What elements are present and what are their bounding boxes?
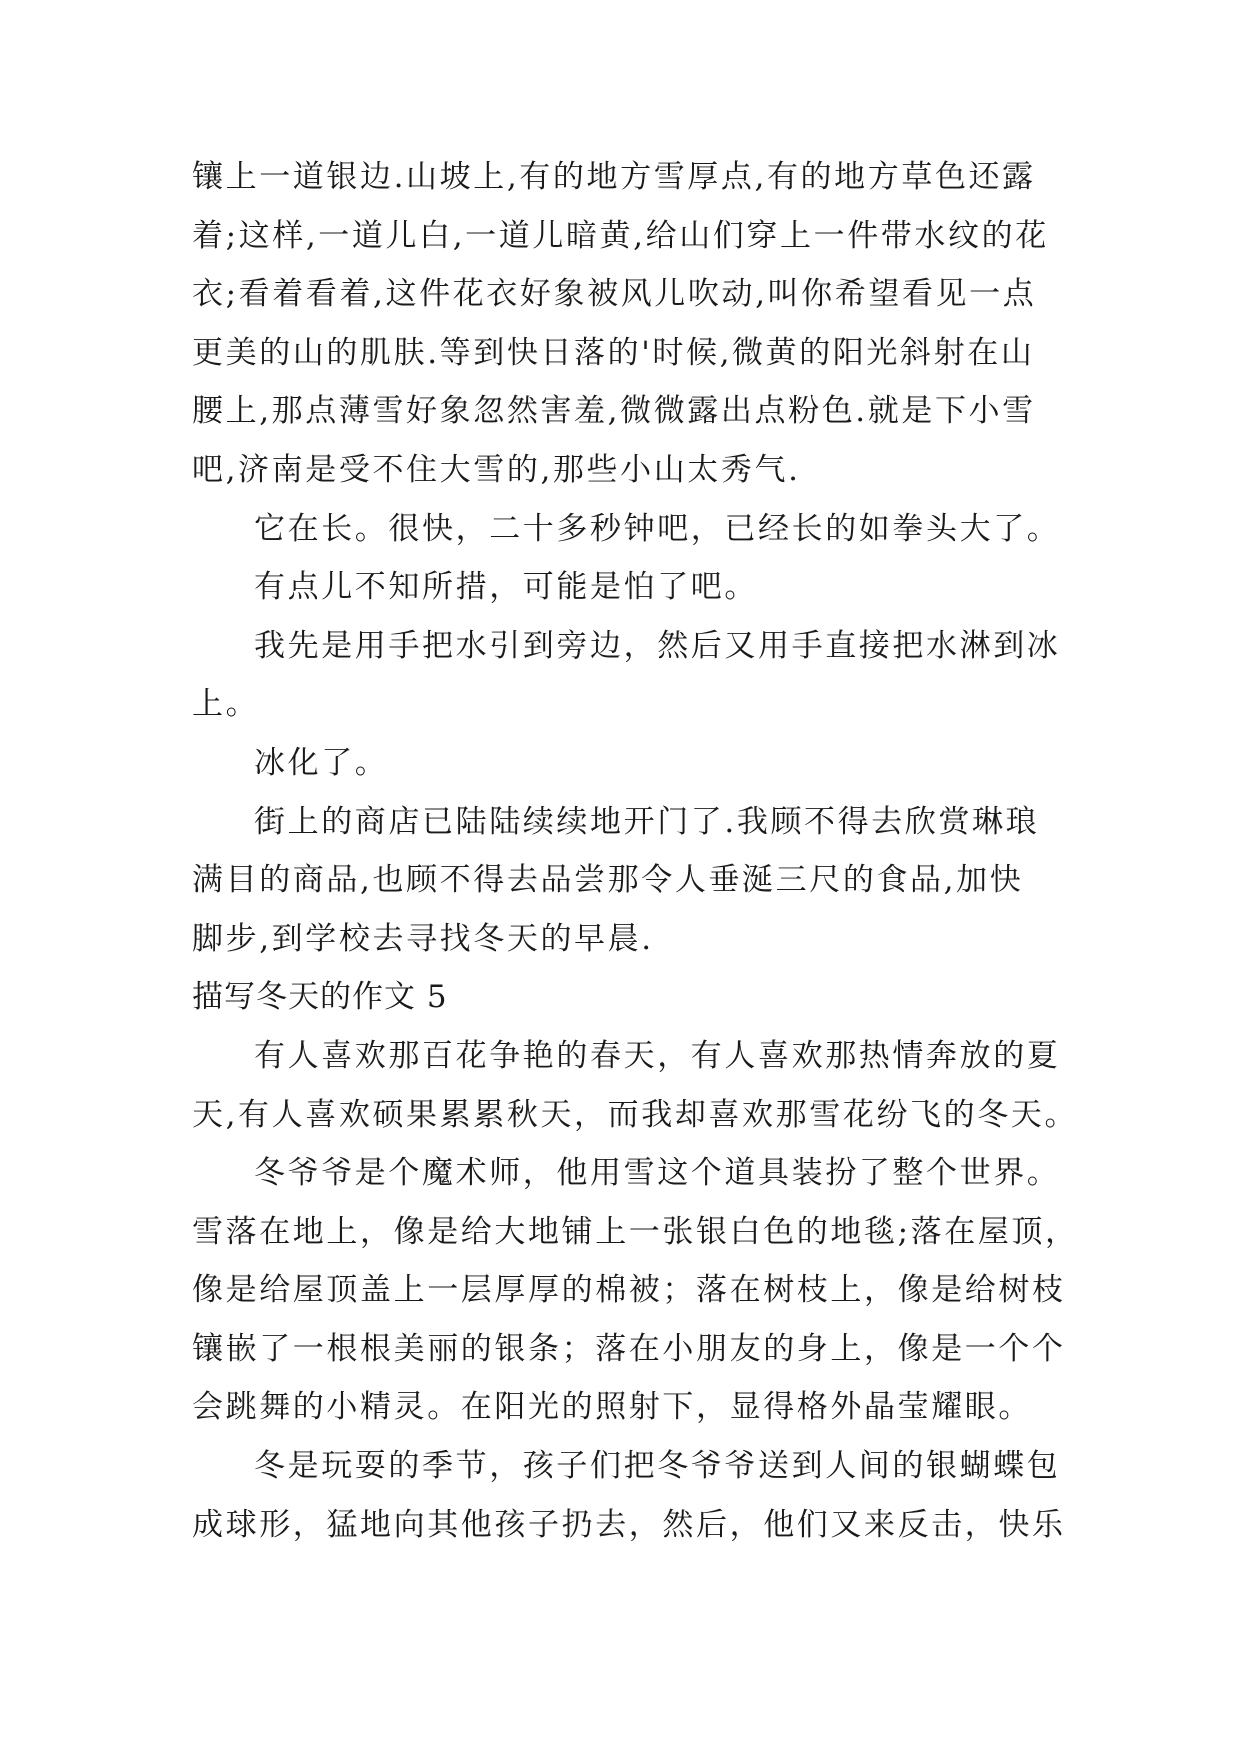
section-heading: 描写冬天的作文 5 bbox=[192, 979, 448, 1016]
text-line: 更美的山的肌肤.等到快日落的'时候,微黄的阳光斜射在山 bbox=[192, 334, 1035, 371]
text-line: 镶嵌了一根根美丽的银条；落在小朋友的身上，像是一个个 bbox=[192, 1330, 1066, 1367]
text-line: 腰上,那点薄雪好象忽然害羞,微微露出点粉色.就是下小雪 bbox=[192, 393, 1036, 430]
text-line: 像是给屋顶盖上一层厚厚的棉被；落在树枝上，像是给树枝 bbox=[192, 1272, 1066, 1309]
text-line: 冬是玩耍的季节，孩子们把冬爷爷送到人间的银蝴蝶包 bbox=[254, 1448, 1061, 1485]
text-line: 会跳舞的小精灵。在阳光的照射下，显得格外晶莹耀眼。 bbox=[192, 1389, 1032, 1426]
text-line: 有人喜欢那百花争艳的春天，有人喜欢那热情奔放的夏 bbox=[254, 1037, 1061, 1074]
text-line: 脚步,到学校去寻找冬天的早晨. bbox=[192, 920, 654, 957]
text-line: 街上的商店已陆陆续续地开门了.我顾不得去欣赏琳琅 bbox=[254, 803, 1040, 840]
text-line: 天,有人喜欢硕果累累秋天，而我却喜欢那雪花纷飞的冬天。 bbox=[192, 1096, 1079, 1133]
text-line: 我先是用手把水引到旁边，然后又用手直接把水淋到冰 bbox=[254, 627, 1061, 664]
text-line: 冰化了。 bbox=[254, 744, 389, 781]
text-line: 它在长。很快，二十多秒钟吧，已经长的如拳头大了。 bbox=[254, 510, 1061, 547]
text-line: 衣;看着看着,这件花衣好象被风儿吹动,叫你希望看见一点 bbox=[192, 276, 1037, 313]
text-line: 有点儿不知所措，可能是怕了吧。 bbox=[254, 569, 758, 606]
text-line: 镶上一道银边.山坡上,有的地方雪厚点,有的地方草色还露 bbox=[192, 159, 1036, 195]
text-line: 着;这样,一道儿白,一道儿暗黄,给山们穿上一件带水纹的花 bbox=[192, 217, 1049, 254]
text-line: 满目的商品,也顾不得去品尝那令人垂涎三尺的食品,加快 bbox=[192, 862, 1024, 899]
text-line: 成球形，猛地向其他孩子扔去，然后，他们又来反击，快乐 bbox=[192, 1506, 1066, 1543]
text-line: 冬爷爷是个魔术师，他用雪这个道具装扮了整个世界。 bbox=[254, 1155, 1061, 1192]
body-text bbox=[192, 148, 1079, 1554]
text-line: 雪落在地上，像是给大地铺上一张银白色的地毯;落在屋顶， bbox=[192, 1213, 1079, 1250]
text-line: 上。 bbox=[192, 686, 260, 723]
text-line: 吧,济南是受不住大雪的,那些小山太秀气. bbox=[192, 451, 801, 488]
